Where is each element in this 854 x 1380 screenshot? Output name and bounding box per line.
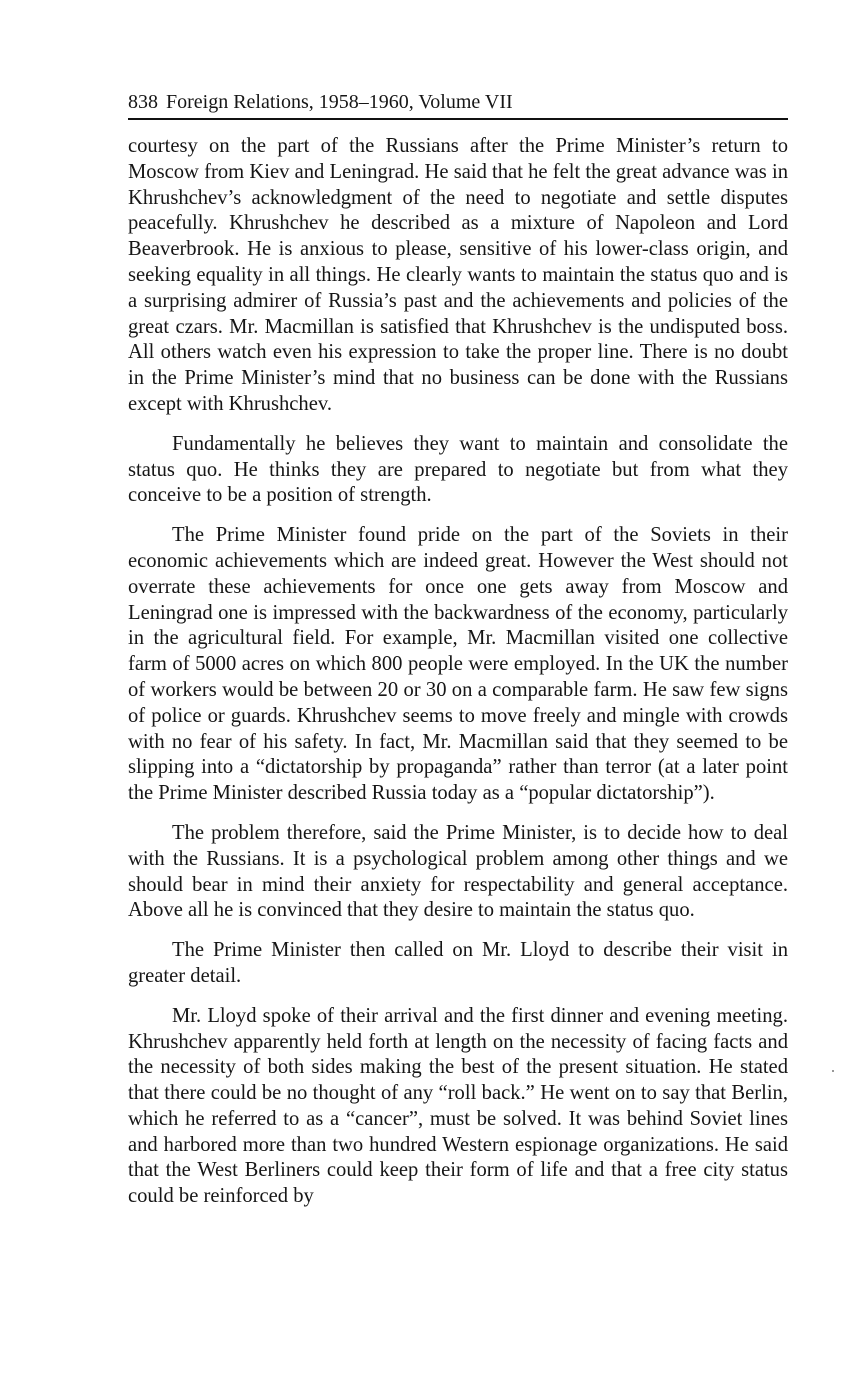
volume-title: Foreign Relations, 1958–1960, Volume VII <box>166 91 513 113</box>
paragraph-psychological-problem: The problem therefore, said the Prime Minister, is to decide how to deal with the Russians. It is a psychological problem among other things and we should bear in mind their anxiety for respectability and general acceptance. Above all he is convinced that they desire to maintain the status quo. <box>128 821 788 922</box>
paragraph-continued: courtesy on the part of the Russians after the Prime Minister’s return to Moscow from Kiev and Leningrad. He said that he felt the great advance was in Khrushchev’s acknowledgment of the need to negotiate and settle disputes peacefully. Khrushchev he described as a mixture of Napoleon and Lord Beaverbrook. He is anxious to please, sensitive of his lower-class origin, and seeking equality in all things. He clearly wants to maintain the status quo and is a surprising admirer of Russia’s past and the achievements and policies of the great czars. Mr. Macmillan is satisfied that Khrushchev is the undisputed boss. All others watch even his expression to take the proper line. There is no doubt in the Prime Minister’s mind that no business can be done with the Russians except with Khrushchev. <box>128 135 788 415</box>
scan-speck <box>832 1070 834 1072</box>
running-header <box>128 88 788 120</box>
paragraph-lloyd-account: Mr. Lloyd spoke of their arrival and the first dinner and evening meeting. Khrushchev apparently held forth at length on the necessity of facing facts and the necessity of both sides making the best of the present situation. He stated that there could be no thought of any “roll back.” He went on to say that Berlin, which he referred to as a “cancer”, must be solved. It was behind Soviet lines and harbored more than two hundred Western espionage organizations. He said that the West Berliners could keep their form of life and that a free city status could be reinforced by <box>128 1004 788 1208</box>
paragraph-status-quo: Fundamentally he believes they want to maintain and consolidate the status quo. He thinks they are prepared to negotiate but from what they conceive to be a position of strength. <box>128 432 788 507</box>
paragraph-economic-achievements: The Prime Minister found pride on the part of the Soviets in their economic achievements which are indeed great. However the West should not overrate these achievements for once one gets away from Moscow and Leningrad one is impressed with the backwardness of the economy, particularly in the agricultural field. For example, Mr. Macmillan visited one collective farm of 5000 acres on which 800 people were employed. In the UK the number of workers would be between 20 or 30 on a comparable farm. He saw few signs of police or guards. Khrushchev seems to move freely and mingle with crowds with no fear of his safety. In fact, Mr. Macmillan said that they seemed to be slipping into a “dictatorship by propaganda” rather than terror (at a later point the Prime Minister described Russia today as a “popular dictatorship”). <box>128 524 788 805</box>
page-number: 838 <box>128 91 158 113</box>
document-page <box>128 88 788 1224</box>
paragraph-lloyd-called: The Prime Minister then called on Mr. Lloyd to describe their visit in greater detail. <box>128 939 788 987</box>
